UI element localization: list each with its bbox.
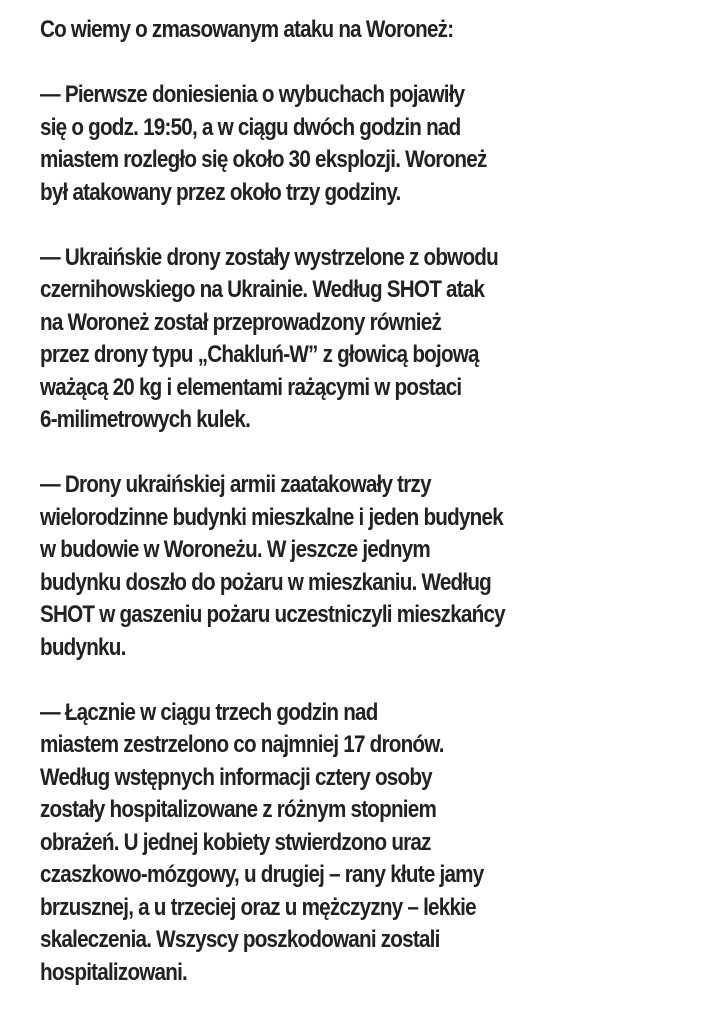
- text-line: obrażeń. U jednej kobiety stwierdzono uraz: [40, 828, 431, 856]
- text-line: Według wstępnych informacji cztery osoby: [40, 763, 432, 791]
- text-line: zostały hospitalizowane z różnym stopniem: [40, 796, 437, 823]
- spacer: [40, 437, 719, 470]
- spacer: [40, 47, 719, 80]
- text-line: wielorodzinne budynki mieszkalne i jeden budynek: [40, 503, 503, 531]
- text-line: SHOT w gaszeniu pożaru uczestniczyli mieszkańcy: [40, 601, 505, 628]
- document-body: [40, 14, 719, 989]
- text-line: — Łącznie w ciągu trzech godzin nad: [40, 698, 378, 726]
- paragraph-3: [40, 469, 719, 664]
- text-line: hospitalizowani.: [40, 958, 188, 986]
- spacer: [40, 664, 719, 697]
- document-title: Co wiemy o zmasowanym ataku na Woroneż:: [40, 16, 454, 43]
- text-line: w budowie w Woroneżu. W jeszcze jednym: [40, 536, 430, 563]
- text-line: miastem rozległo się około 30 eksplozji. Woroneż: [40, 146, 487, 173]
- text-line: czernihowskiego na Ukrainie. Według SHOT atak: [40, 276, 485, 303]
- text-line: 6-milimetrowych kulek.: [40, 406, 251, 433]
- paragraph-2: [40, 242, 719, 437]
- text-line: — Pierwsze doniesienia o wybuchach pojawiły: [40, 81, 465, 108]
- text-line: miastem zestrzelono co najmniej 17 dronów.: [40, 731, 444, 758]
- text-line: brzusznej, a u trzeciej oraz u mężczyzny – lekkie: [40, 893, 476, 921]
- text-line: na Woroneż został przeprowadzony również: [40, 308, 442, 336]
- paragraph-1: [40, 79, 719, 209]
- text-line: się o godz. 19:50, a w ciągu dwóch godzin nad: [40, 113, 461, 141]
- text-line: skaleczenia. Wszyscy poszkodowani zostali: [40, 926, 440, 953]
- text-line: budynku.: [40, 633, 126, 661]
- text-line: budynku doszło do pożaru w mieszkaniu. Według: [40, 568, 492, 596]
- text-line: — Drony ukraińskiej armii zaatakowały trzy: [40, 471, 431, 498]
- text-line: był atakowany przez około trzy godziny.: [40, 178, 401, 206]
- text-line: czaszkowo-mózgowy, u drugiej – rany kłute jamy: [40, 861, 484, 888]
- text-line: ważącą 20 kg i elementami rażącymi w postaci: [40, 373, 462, 401]
- spacer: [40, 209, 719, 242]
- paragraph-4: [40, 697, 719, 990]
- text-line: przez drony typu „Chakluń-W” z głowicą bojową: [40, 341, 479, 368]
- text-line: — Ukraińskie drony zostały wystrzelone z obwodu: [40, 243, 498, 271]
